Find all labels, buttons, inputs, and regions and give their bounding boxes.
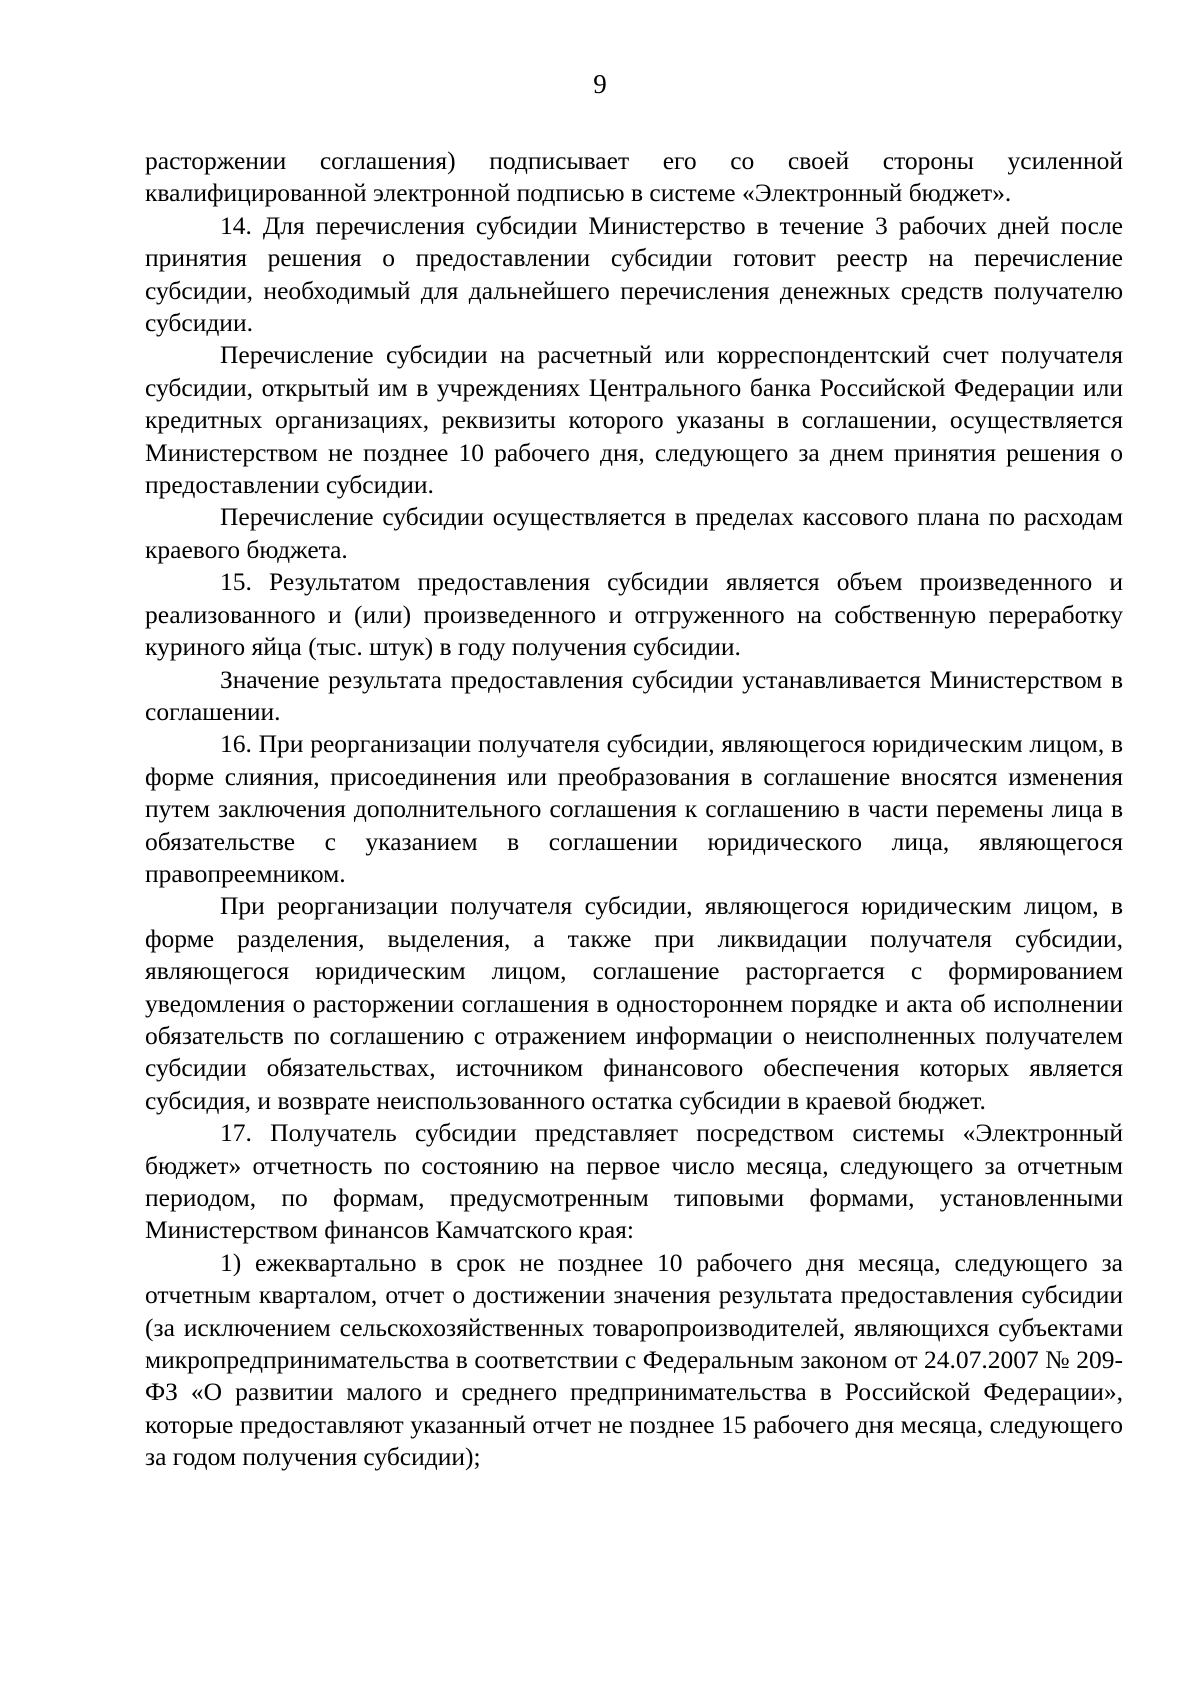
paragraph-reorganization-liquidation: При реорганизации получателя субсидии, являющегося юридическим лицом, в форме разделения, выделения, а также при ликвидации получателя субсидии, являющегося юридическим лицом, соглашение расторгается с формированием уведомления о расторжении соглашения в одностороннем порядке и акта об исполнении обязательств по соглашению с отражением информации о неисполненных получателем субсидии обязательствах, источником финансового обеспечения которых является субсидия, и возврате неиспользованного остатка субсидии в краевой бюджет. [145,891,1123,1115]
paragraph-item-15: 15. Результатом предоставления субсидии является объем произведенного и реализованного и (или) произведенного и отгруженного на собственную переработку куриного яйца (тыс. штук) в году получения субсидии. [145,567,1123,662]
paragraph-result-value: Значение результата предоставления субсидии устанавливается Министерством в соглашении. [145,664,1123,726]
document-body [145,145,1123,1474]
paragraph-subitem-1: 1) ежеквартально в срок не позднее 10 рабочего дня месяца, следующего за отчетным кварталом, отчет о достижении значения результата предоставления субсидии (за исключением сельскохозяйственных товаропроизводителей, являющихся субъектами микропредпринимательства в соответствии с Федеральным законом от 24.07.2007 № 209-ФЗ «О развитии малого и среднего предпринимательства в Российской Федерации», которые предоставляют указанный отчет не позднее 15 рабочего дня месяца, следующего за годом получения субсидии); [145,1247,1123,1472]
paragraph-item-14: 14. Для перечисления субсидии Министерство в течение 3 рабочих дней после принятия решения о предоставлении субсидии готовит реестр на перечисление субсидии, необходимый для дальнейшего перечисления денежных средств получателю субсидии. [145,210,1123,338]
paragraph-item-16: 16. При реорганизации получателя субсидии, являющегося юридическим лицом, в форме слияния, присоединения или преобразования в соглашение вносятся изменения путем заключения дополнительного соглашения к соглашению в части перемены лица в обязательстве с указанием в соглашении юридического лица, являющегося правопреемником. [145,729,1123,888]
paragraph-transfer-account: Перечисление субсидии на расчетный или корреспондентский счет получателя субсидии, открытый им в учреждениях Центрального банка Российской Федерации или кредитных организациях, реквизиты которого указаны в соглашении, осуществляется Министерством не позднее 10 рабочего дня, следующего за днем принятия решения о предоставлении субсидии. [145,340,1123,500]
page-number: 9 [593,69,607,99]
paragraph-continuation: расторжении соглашения) подписывает его со своей стороны усиленной квалифицированной электронной подписью в системе «Электронный бюджет». [145,146,1123,208]
paragraph-transfer-cash-plan: Перечисление субсидии осуществляется в пределах кассового плана по расходам краевого бюджета. [145,502,1123,564]
paragraph-item-17: 17. Получатель субсидии представляет посредством системы «Электронный бюджет» отчетность по состоянию на первое число месяца, следующего за отчетным периодом, по формам, предусмотренным типовыми формами, установленными Министерством финансов Камчатского края: [145,1118,1123,1245]
